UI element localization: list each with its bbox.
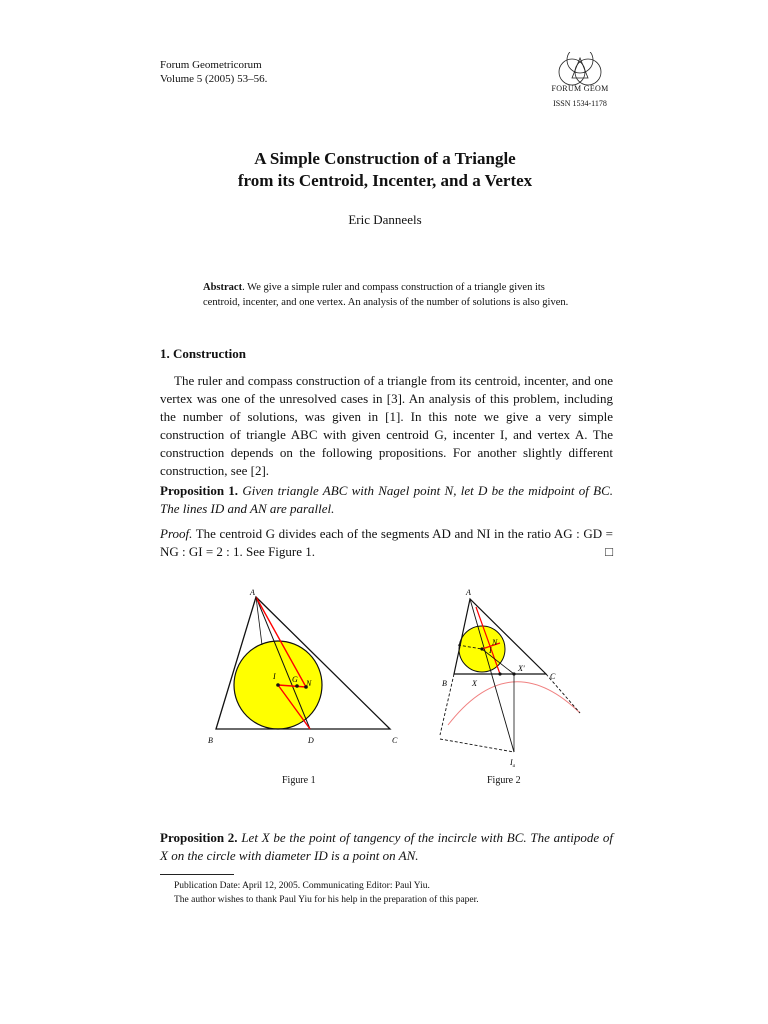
proof-label: Proof. xyxy=(160,526,193,541)
label-b: B xyxy=(442,679,447,688)
label-n: N xyxy=(306,679,312,688)
qed-symbol: □ xyxy=(605,544,613,559)
footnote-rule xyxy=(160,874,234,875)
section-title: 1. Construction xyxy=(160,346,246,361)
paragraph-1: The ruler and compass construction of a triangle from its centroid, incenter, and one vertex was one of the unresolved cases in [3]. An analysis of this problem, including the number of solutions, was given in [1]. In this note we give a very simple construction of triangle ABC with given centroid G, incenter I, and vertex A. The construction depends on the following propositions. For another slightly different construction, see [2]. xyxy=(160,373,613,478)
footnote-acknowledgement: The author wishes to thank Paul Yiu for his help in the preparation of this paper. xyxy=(174,895,479,905)
proposition-2 xyxy=(160,829,613,865)
label-c: C xyxy=(392,736,398,745)
proposition-1 xyxy=(160,482,613,518)
footnotes xyxy=(174,879,479,907)
abstract-text: . We give a simple ruler and compass construction of a triangle given its centroid, incenter, and one vertex. An analysis of the number of solutions is also given. xyxy=(203,282,569,308)
title-line-1: A Simple Construction of a Triangle xyxy=(254,149,516,168)
label-b: B xyxy=(208,736,213,745)
label-n: N xyxy=(492,638,498,647)
label-ia: $I_a$ xyxy=(510,758,516,769)
prop2-text: Let X be the point of tangency of the incircle with BC. The antipode of X on the circle with diameter ID is a point on AN. xyxy=(160,830,613,863)
label-g: G xyxy=(292,675,298,684)
proof-text: The centroid G divides each of the segments AD and NI in the ratio AG : GD = NG : GI = 2 : 1. See Figure 1. xyxy=(160,526,613,559)
author: Eric Danneels xyxy=(348,212,422,227)
abstract xyxy=(203,280,569,310)
prop1-text: Given triangle ABC with Nagel point N, let D be the midpoint of BC. The lines ID and AN are parallel. xyxy=(160,483,613,516)
label-a: A xyxy=(250,588,255,597)
journal-logo xyxy=(540,52,620,108)
label-x-prime: X′ xyxy=(518,664,525,673)
label-d: D xyxy=(308,736,314,745)
journal-header xyxy=(160,58,267,86)
dashed-to-ia xyxy=(440,739,514,752)
label-a: A xyxy=(466,588,471,597)
abstract-label: Abstract xyxy=(203,282,243,293)
figure-2 xyxy=(430,585,590,770)
label-i: I xyxy=(489,646,492,655)
forum-geom-logo-icon xyxy=(550,52,610,86)
logo-text: FORUM GEOM xyxy=(551,84,609,93)
prop2-label: Proposition 2. xyxy=(160,830,238,845)
paper-title xyxy=(160,148,610,192)
label-i: I xyxy=(273,672,276,681)
label-c: C xyxy=(550,672,556,681)
title-line-2: from its Centroid, Incenter, and a Vertex xyxy=(237,171,533,190)
line-a-ia xyxy=(470,599,514,752)
prop1-label: Proposition 1. xyxy=(160,483,239,498)
proof xyxy=(160,525,613,561)
issn: ISSN 1534-1178 xyxy=(553,99,607,108)
figure-1-caption: Figure 1 xyxy=(282,775,316,786)
journal-name: Forum Geometricorum xyxy=(160,59,262,71)
label-x: X xyxy=(472,679,477,688)
journal-volume: Volume 5 (2005) 53–56. xyxy=(160,73,268,85)
footnote-publication: Publication Date: April 12, 2005. Communicating Editor: Paul Yiu. xyxy=(174,881,430,891)
figure-1 xyxy=(200,585,410,755)
figure-2-caption: Figure 2 xyxy=(487,775,521,786)
